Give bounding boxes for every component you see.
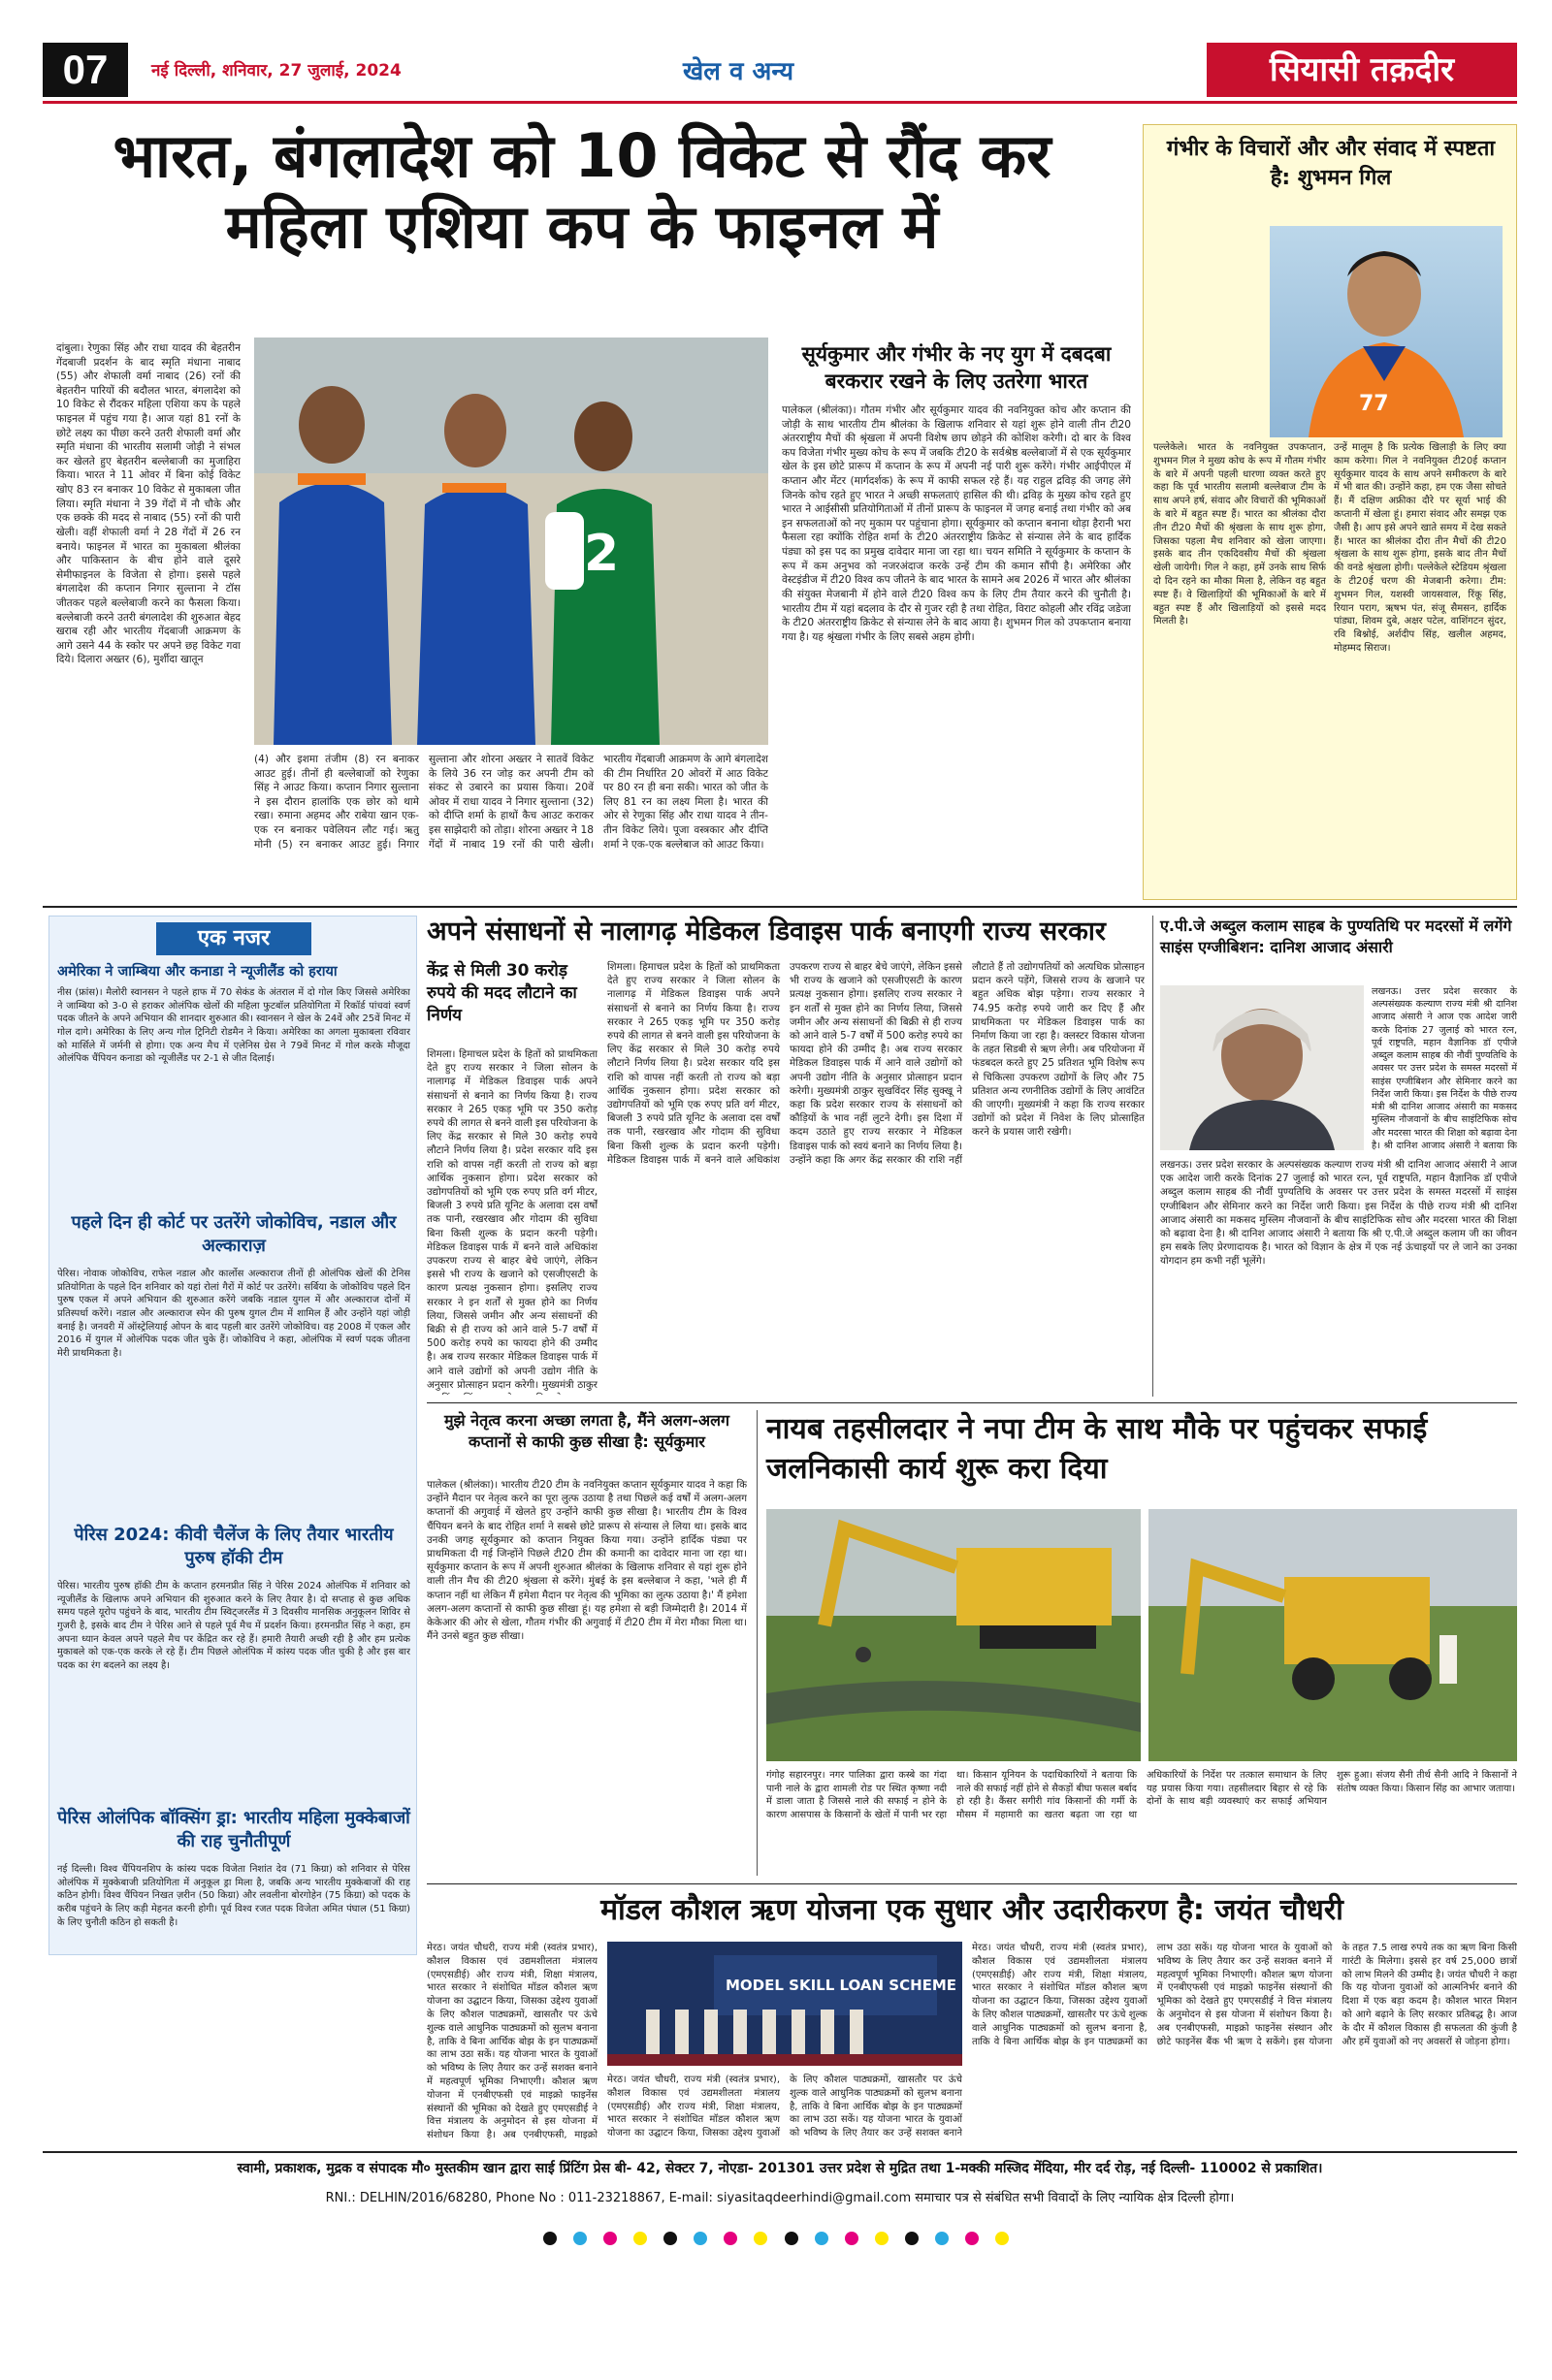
lead-headline: भारत, बंगलादेश को 10 विकेट से रौंद कर महिला एशिया कप के फाइनल में [113, 120, 1051, 263]
brief4-body: नई दिल्ली। विश्व चैंपियनशिप के कांस्य पदक विजेता निशांत देव (71 किग्रा) को शनिवार से पेरिस ओलंपिक में मुक्केबाजी प्रतियोगिता में अनुकूल ड्रा मिला है, जबकि अन्य भारतीय मुक्केबाजों की राह कठिन होगी। विश्व चैंपियन निखत ज़रीन (50 किग्रा) और लवलीना बोरगोहेन (75 किग्रा) को पदक के करीब पहुंचने के लिए कड़ी मेहनत करनी होगी। पूर्व विश्व रजत पदक विजेता अमित पंघाल (51 किग्रा) के लिए चुनौती कठिन हो सकती है। [57, 1864, 410, 1928]
header-rule [43, 101, 1517, 104]
reg-dot-black-4 [905, 2232, 919, 2245]
medical-body-a: शिमला। हिमाचल प्रदेश के हितों को प्राथमिकता देते हुए राज्य सरकार ने जिला सोलन के नालागढ़ में मेडिकल डिवाइस पार्क अपने संसाधनों से बनाने का निर्णय किया है। राज्य सरकार ने 265 एकड़ भूमि पर 350 करोड़ रुपये की लागत से बनने वाली इस परियोजना के लिए केंद्र सरकार से मिले 30 करोड़ रुपये लौटाने निर्णय लिया है। प्रदेश सरकार यदि इस राशि को वापस नहीं करती तो राज्य को बड़ा आर्थिक नुकसान होगा। प्रदेश सरकार को उद्योगपतियों को भूमि एक रुपए प्रति वर्ग मीटर, बिजली 3 रुपये प्रति यूनिट के अलावा दस वर्षों तक पानी, रखरखाव और गोदाम की सुविधा बिना किसी शुल्क के प्रदान करनी पड़ेगी। मेडिकल डिवाइस पार्क में बनने वाले अधिकांश उपकरण राज्य से बाहर बेचे जाएंगे, लेकिन इससे भी राज्य के खजाने को एसजीएसटी के कारण प्रत्यक्ष नुकसान होगा। इसलिए राज्य सरकार ने इन शर्तों से मुक्त होने का निर्णय लिया, जिससे जमीन और अन्य संसाधनों की बिक्री से ही राज्य को आने वाले 5-7 वर्षों में 500 करोड़ रुपये का फायदा होने की उम्मीद है। अब राज्य सरकार मेडिकल डिवाइस पार्क में आने वाले उद्योगों को अपनी उद्योग नीति के अनुसार प्रोत्साहन प्रदान करेगी। मुख्यमंत्री ठाकुर [427, 1048, 598, 1391]
model-body-c: मेरठ। जयंत चौधरी, राज्य मंत्री (स्वतंत्र प्रभार), कौशल विकास एवं उद्यमशीलता मंत्रालय (एमएसडीई) और राज्य मंत्री, शिक्षा मंत्रालय, भारत सरकार ने संशोधित मॉडल कौशल ऋण योजना का उद्घाटन किया, जिसका उद्देश्य युवाओं के लिए कौशल पाठ्यक्रमों, खासतौर पर ऊंचे शुल्क वाले आधुनिक पाठ्यक्रमों को सुलभ बनाना है, ताकि वे बिना आर्थिक बोझ के इन पाठ्यक्रमों का लाभ उठा सकें। यह योजना भारत के युवाओं को भविष्य के लिए तैयार कर उन्हें सशक्त बनाने में महत्वपूर्ण भूमिका निभाएगी। कौशल ऋण योजना में एनबीएफसी एवं माइक्रो फाइनेंस संस्थानों की भूमिका को देखते हुए एमएसडीई ने वित्त मंत्रालय के अनुमोदन से इस योजना में संशोधन किया है। अब एनबीएफसी, माइक्रो फाइनेंस संस्थान और छोटे फाइनेंस बैंक भी ऋण दे सकेंगे। इस योजना के तहत 7.5 लाख रुपये तक का ऋण बिना किसी गारंटी के मिलेगा। इससे हर वर्ष 25,000 छात्रों को लाभ मिलने की उम्मीद है। जयंत चौधरी ने कहा कि यह योजना युवाओं को आत्मनिर्भर बनाने की दिशा में एक बड़ा कदम है। कौशल भारत मिशन को आगे बढ़ाने के लिए सरकार प्रतिबद्ध है। आज के दौर में कौशल विकास ही सफलता की कुंजी है और हमें युवाओं को नए अवसरों से जोड़ना होगा। [972, 1943, 1517, 2047]
vrule-2 [757, 1410, 758, 1876]
jcb-field-illustration [1148, 1509, 1517, 1761]
kalam-body: लखनऊ। उत्तर प्रदेश सरकार के अल्पसंख्यक कल्याण राज्य मंत्री श्री दानिश आजाद अंसारी ने आज एक आदेश जारी करके दिनांक 27 जुलाई को भारत रत्न, पूर्व राष्ट्रपति, महान वैज्ञानिक डॉ एपीजे अब्दुल कलाम साहब की नौवीं पुण्यतिथि के अवसर पर उत्तर प्रदेश के समस्त मदरसों में साइंस एग्जीबिशन और सेमिनार करने का निर्देश जारी किया। इस निर्देश के पीछे राज्य मंत्री श्री दानिश आजाद अंसारी का मकसद मुस्लिम नौजवानों के बीच साइंटिफिक सोच और मदरसा भारत की शिक्षा को बढ़ावा देना है। श्री दानिश आजाद अंसारी ने बताया कि श्री ए.पी.जे अब्दुल कलाम जी का जीवन हम सबके लिए प्रेरणादायक है। भारत को विज्ञान के क्षेत्र में एक नई ऊंचाइयों पर ले जाने का उनका योगदान हम कभी नहीं भूलेंगे। [1160, 1159, 1517, 1268]
svg-text:2: 2 [584, 525, 620, 583]
brief2-title: पहले दिन ही कोर्ट पर उतरेंगे जोकोविच, नडाल और अल्काराज़ [71, 1212, 397, 1257]
ek-nazar-label: एक नजर [156, 922, 311, 955]
surya2-headline: मुझे नेतृत्व करना अच्छा लगता है, मैंने अलग-अलग कप्तानों से काफी कुछ सीखा है: सूर्यकुमार [443, 1411, 730, 1452]
page-number: 07 [43, 43, 128, 97]
medical-subhead: केंद्र से मिली 30 करोड़ रुपये की मदद लौटाने का निर्णय [427, 961, 577, 1025]
reg-dot-black-3 [785, 2232, 798, 2245]
reg-dot-cyan-2 [694, 2232, 707, 2245]
cricket-players-illustration [254, 338, 768, 745]
model-photo [607, 1942, 962, 2066]
kalam-headline: ए.पी.जे अब्दुल कलाम साहब के पुण्यतिथि पर मदरसों में लगेंगे साइंस एग्जीबिशन: दानिश आजाद अंसारी [1160, 917, 1512, 957]
reg-dot-cyan-3 [815, 2232, 828, 2245]
tehsil-body: गंगोह सहारनपुर। नगर पालिका द्वारा कस्बे का गंदा पानी नाले के द्वारा शामली रोड पर स्थित कृष्णा नदी में डाला जाता है जिससे नाले की सफाई न होने के कारण आसपास के किसानों के खेतों में पानी भर रहा था। किसान यूनियन के पदाधिकारियों ने बताया कि नाले की सफाई नहीं होने से सैकड़ों बीघा फसल बर्बाद हो रही है। कैंसर सगीरी गांव किसानों की गर्मी के मौसम में महामारी का खतरा बढ़ता जा रहा था अधिकारियों के निर्देश पर तत्काल समाधान के लिए यह प्रयास किया गया। तहसीलदार बिहार से रहे कि दोनों के साथ बड़ी व्यवस्थाएं कर सफाई अभियान शुरू हुआ। संजय सैनी तीर्थ सैनी आदि ने किसानों ने संतोष व्यक्त किया। किसान सिंह का आभार जताया। [766, 1770, 1517, 1820]
gill-photo [1270, 226, 1503, 437]
brief4-title: पेरिस ओलंपिक बॉक्सिंग ड्रा: भारतीय महिला मुक्केबाजों की राह चुनौतीपूर्ण [57, 1808, 410, 1852]
footer-imprint: स्वामी, प्रकाशक, मुद्रक व संपादक मौ० मुस्तकीम खान द्वारा साई प्रिंटिंग प्रेस बी- 42, सेक्टर 7, नोएडा- 201301 उत्तर प्रदेश से मुद्रित तथा 1-मक्की मस्जिद मेंदिया, मीर दर्द रोड़, नई दिल्ली- 110002 से प्रकाशित। [237, 2161, 1323, 2176]
stage-event-illustration [607, 1942, 962, 2066]
reg-dot-cyan [573, 2232, 587, 2245]
rule-1 [43, 906, 1517, 908]
rule-2 [427, 1402, 1517, 1403]
brief1-title: अमेरिका ने जाम्बिया और कनाडा ने न्यूजीलैंड को हराया [57, 964, 338, 980]
surya2-body: पालेकल (श्रीलंका)। भारतीय टी20 टीम के नवनियुक्त कप्तान सूर्यकुमार यादव ने कहा कि उन्होंने मैदान पर नेतृत्व करने का पूरा लुत्फ उठाया है तथा पिछले कई वर्षों में अलग-अलग कप्तानों की अगुवाई में खेलते हुए उन्होंने काफी कुछ सीखा है। भारतीय टीम के विश्व चैंपियन बनने के बाद रोहित शर्मा ने सबसे छोटे प्रारूप से संन्यास ले लिया था। इसके बाद उनकी जगह सूर्यकुमार को कप्तान नियुक्त किया गया। उन्होंने हार्दिक पंड्या पर प्राथमिकता दी गई जिन्होंने पिछले टी20 टीम की कमानी का दावेदार माना जा रहा था। सूर्यकुमार कप्तान के रूप में अपनी शुरुआत श्रीलंका के खिलाफ शनिवार से यहां शुरू होने वाली तीन मैच की टी20 श्रृंखला से करेंगे। मुंबई के इस बल्लेबाज ने कहा, 'भले ही मैं कप्तान नहीं था लेकिन मैं हमेशा मैदान पर नेतृत्व की भूमिका का लुत्फ उठाया है।' मैं हमेशा अलग-अलग कप्तानों से काफी कुछ सीखा हूं। यह हमेशा से बड़ी जिम्मेदारी है। 2014 में केकेआर की ओर से खेला, गौतम गंभीर की अगुवाई में टी20 टीम में मेरा मौका मिला था। मैंने उनसे बहुत कुछ सीखा। [427, 1479, 747, 1643]
gill-portrait-illustration [1270, 226, 1503, 437]
reg-dot-yellow-3 [875, 2232, 889, 2245]
brief3-title: पेरिस 2024: कीवी चैलेंज के लिए तैयार भारतीय पुरुष हॉकी टीम [74, 1525, 394, 1569]
reg-dot-magenta-4 [965, 2232, 979, 2245]
gill-body-left: पल्लेकेले। भारत के नवनियुक्त उपकप्तान, शुभमन गिल ने मुख्य कोच के रूप में गौतम गंभीर के बारे में अपनी पहली धारणा व्यक्त करते हुए कहा कि पूर्व भारतीय सलामी बल्लेबाज टीम के साथ अपने हर्ष, संवाद और विचारों की भूमिकाओं के बारे में बहुत स्पष्ट हैं। भारत का श्रीलंका दौरा तीन टी20 मैचों की श्रृंखला के साथ शुरू होगा, जिसका पहला मैच शनिवार को खेला जाएगा। इसके बाद तीन एकदिवसीय मैचों की श्रृंखला खेली जायेगी। गिल ने कहा, हमें उनके साथ सिर्फ दो दिन रहने का मौका मिला है, लेकिन वह बहुत स्पष्ट हैं। वे खिलाड़ियों की भूमिकाओं के बारे में बहुत स्पष्ट हैं और खिलाड़ियों को इससे मदद मिलती है। [1153, 442, 1326, 627]
footer-rule [43, 2151, 1517, 2153]
reg-dot-magenta [603, 2232, 617, 2245]
stage-banner-text: MODEL SKILL LOAN SCHEME [726, 1977, 957, 1994]
model-body-b: मेरठ। जयंत चौधरी, राज्य मंत्री (स्वतंत्र प्रभार), कौशल विकास एवं उद्यमशीलता मंत्रालय (एमएसडीई) और राज्य मंत्री, शिक्षा मंत्रालय, भारत सरकार ने संशोधित मॉडल कौशल ऋण योजना का उद्घाटन किया, जिसका उद्देश्य युवाओं के लिए कौशल पाठ्यक्रमों, खासतौर पर ऊंचे शुल्क वाले आधुनिक पाठ्यक्रमों को सुलभ बनाना है, ताकि वे बिना आर्थिक बोझ के इन पाठ्यक्रमों का लाभ उठा सकें। यह योजना भारत के युवाओं को भविष्य के लिए तैयार कर उन्हें सशक्त बनाने [607, 2074, 962, 2139]
header [43, 43, 1517, 107]
rule-3 [427, 1883, 1517, 1884]
gill-headline: गंभीर के विचारों और और संवाद में स्पष्टता है: शुभमन गिल [1166, 137, 1496, 190]
surya-body: पालेकल (श्रीलंका)। गौतम गंभीर और सूर्यकुमार यादव की नवनियुक्त कोच और कप्तान की जोड़ी के साथ भारतीय टीम श्रीलंका के खिलाफ शनिवार से यहां शुरू होने वाली तीन टी20 अंतरराष्ट्रीय मैचों की श्रृंखला में अपनी विशेष छाप छोड़ने की कोशिश करेगी। दो बार के विश्व कप विजेता गंभीर मुख्य कोच के रूप में जबकि टी20 के सर्वश्रेष्ठ बल्लेबाजों में से एक सूर्यकुमार खेल के इस छोटे प्रारूप में कप्तान के रूप में अपनी नई पारी शुरू करेंगे। गंभीर आईपीएल में कप्तान और मेंटर (मार्गदर्शक) के रूप में काफी सफल रहे हैं। यह राहुल द्रविड़ की जगह लेंगे जिनके कोच रहते हुए भारत ने अच्छी सफलताएं हासिल की थी। द्रविड़ के मुख्य कोच रहते हुए भारत ने आईसीसी प्रतियोगिताओं में तीनों प्रारूप के फाइनल में जगह बनाई तथा गंभीर को अब इन सफलताओं को नए मुकाम पर पहुंचाना होगा। सूर्यकुमार को कप्तान बनाना थोड़ा हैरानी भरा फैसला रहा क्योंकि रोहित शर्मा के टी20 अंतरराष्ट्रीय क्रिकेट से संन्यास लेने के बाद हार्दिक पंड्या को इस पद का प्रमुख दावेदार माना जा रहा था। चयन समिति ने सूर्यकुमार के कप्तान के रूप में कम अनुभव को नजरअंदाज करके उन्हें टीम की कमान सौंपी है। अमेरिका और वेस्टइंडीज में टी20 विश्व कप जीतने के बाद भारत के सामने अब 2026 में भारत और श्रीलंका की संयुक्त मेजबानी में होने वाले टी20 विश्व कप के लिए टीम तैयार करने की चुनौती है। भारतीय टीम में यहां बदलाव के दौर से गुजर रही है तथा रोहित, विराट कोहली और रविंद्र जडेजा के टी20 अंतरराष्ट्रीय क्रिकेट से संन्यास लेने के बाद आया है। शुभमन गिल को उपकप्तान बनाया गया है। यह श्रृंखला गंभीर के लिए सबसे अहम होगी। [782, 404, 1131, 643]
gill-body-right: उन्हें मालूम है कि प्रत्येक खिलाड़ी के लिए क्या काम करेगा। गिल ने नवनियुक्त टी20ई कप्तान सूर्यकुमार यादव के साथ अपने समीकरण के बारे में भी बात की। उन्होंने कहा, हम एक जैसा सोचते हैं। मैं दक्षिण अफ्रीका दौरे पर सूर्या भाई की कप्तानी में खेला हूं। हमारा संवाद और समझ एक जैसी है। आप इसे अपने खाते समय में देख सकते हैं। भारत का श्रीलंका दौरा तीन मैचों की टी20 श्रृंखला के साथ शुरू होगा, इसके बाद तीन मैचों की वनडे श्रृंखला होगी। पल्लेकेले स्टेडियम श्रृंखला के टी20ई चरण की मेजबानी करेगा। टीम: शुभमन गिल, यशस्वी जायसवाल, रिंकू सिंह, रियान पराग, ऋषभ पंत, संजू सैमसन, हार्दिक पांड्या, शिवम दुबे, अक्षर पटेल, वाशिंगटन सुंदर, रवि बिश्नोई, अर्शदीप सिंह, खलील अहमद, मोहम्मद सिराज। [1334, 442, 1506, 654]
medical-body-b: शिमला। हिमाचल प्रदेश के हितों को प्राथमिकता देते हुए राज्य सरकार ने जिला सोलन के नालागढ़ में मेडिकल डिवाइस पार्क अपने संसाधनों से बनाने का निर्णय किया है। राज्य सरकार ने 265 एकड़ भूमि पर 350 करोड़ रुपये की लागत से बनने वाली इस परियोजना के लिए केंद्र सरकार से मिले 30 करोड़ रुपये लौटाने निर्णय लिया है। प्रदेश सरकार यदि इस राशि को वापस नहीं करती तो राज्य को बड़ा आर्थिक नुकसान होगा। प्रदेश सरकार को उद्योगपतियों को भूमि एक रुपए प्रति वर्ग मीटर, बिजली 3 रुपये प्रति यूनिट के अलावा दस वर्षों तक पानी, रखरखाव और गोदाम की सुविधा बिना किसी शुल्क के प्रदान करनी पड़ेगी। मेडिकल डिवाइस पार्क में बनने वाले अधिकांश उपकरण राज्य से बाहर बेचे जाएंगे, लेकिन इससे भी राज्य के खजाने को एसजीएसटी के कारण प्रत्यक्ष नुकसान होगा। इसलिए राज्य सरकार ने इन शर्तों से मुक्त होने का निर्णय लिया, जिससे जमीन और अन्य संसाधनों की बिक्री से ही राज्य को आने वाले 5-7 वर्षों में 500 करोड़ रुपये का फायदा होने की उम्मीद है। अब राज्य सरकार मेडिकल डिवाइस पार्क में आने वाले उद्योगों को अपनी उद्योग नीति के अनुसार प्रोत्साहन प्रदान करेगी। मुख्यमंत्री ठाकुर सुखविंदर सिंह सुक्खू ने कहा कि प्रदेश सरकार राज्य के संसाधनों को कौड़ियों के भाव नहीं लुटने देगी। इस दिशा में कदम उठाते हुए राज्य सरकार ने मेडिकल डिवाइस पार्क को स्वयं बनाने का निर्णय लिया है। उन्होंने कहा कि अगर केंद्र सरकार की राशि नहीं लौटाते हैं तो उद्योगपतियों को अत्यधिक प्रोत्साहन प्रदान करने पड़ेंगे, जिससे राज्य के खजाने पर बहुत अधिक बोझ पड़ेगा। राज्य सरकार ने 74.95 करोड़ रुपये जारी कर दिए हैं और प्राथमिकता पर मेडिकल डिवाइस पार्क का निर्माण किया जा रहा है। क्लस्टर विकास योजना के तहत सिडबी से ऋण लेगी। अब परियोजना में फंडबदल करते हुए 25 प्रतिशत भूमि विशेष रूप से चिकित्सा उपकरण उद्योगों के लिए और 75 प्रतिशत अन्य रणनीतिक उद्योगों के लिए आवंटित की जाएगी। मुख्यमंत्री ने कहा कि राज्य सरकार उद्योगों को प्रदेश में निवेश के लिए प्रोत्साहित करने के प्रयास जारी रखेगी। [607, 961, 1145, 1166]
reg-dot-black [543, 2232, 557, 2245]
reg-dot-cyan-4 [935, 2232, 949, 2245]
model-body-a: मेरठ। जयंत चौधरी, राज्य मंत्री (स्वतंत्र प्रभार), कौशल विकास एवं उद्यमशीलता मंत्रालय (एमएसडीई) और राज्य मंत्री, शिक्षा मंत्रालय, भारत सरकार ने संशोधित मॉडल कौशल ऋण योजना का उद्घाटन किया, जिसका उद्देश्य युवाओं के लिए कौशल पाठ्यक्रमों, खासतौर पर ऊंचे शुल्क वाले आधुनिक पाठ्यक्रमों को सुलभ बनाना है, ताकि वे बिना आर्थिक बोझ के इन पाठ्यक्रमों का लाभ उठा सकें। यह योजना भारत के युवाओं को भविष्य के लिए तैयार कर उन्हें सशक्त बनाने में महत्वपूर्ण भूमिका निभाएगी। कौशल ऋण योजना में एनबीएफसी एवं माइक्रो फाइनेंस संस्थानों की भूमिका को देखते हुए एमएसडीई ने वित्त मंत्रालय के अनुमोदन से इस योजना में संशोधन किया है। अब एनबीएफसी, माइक्रो [427, 1943, 598, 2141]
reg-dot-magenta-3 [845, 2232, 858, 2245]
lead-body-col1: दांबुला। रेणुका सिंह और राधा यादव की बेहतरीन गेंदबाजी प्रदर्शन के बाद स्मृति मंधाना नाबाद (55) और शेफाली वर्मा नाबाद (26) रनों की बेहतरीन पारियों की बदौलत भारत, बंगलादेश को 10 विकेट से रौंदकर महिला एशिया कप के पहले फाइनल में पहुंच गया है। आज यहां 81 रनों के छोटे लक्ष्य का पीछा करने उतरी शेफाली वर्मा और स्मृति मंधाना की भारतीय सलामी जोड़ी ने संभल कर खेलते हुए बेहतरीन बल्लेबाजी का मुजाहिरा किया। भारत ने 11 ओवर में बिना कोई विकेट खोए 83 रन बनाकर 10 विकेट से मुकाबला जीत लिया। स्मृति मंधाना ने 39 गेंदों में नौ चौके और एक छक्के की मदद से नाबाद (55) रनों की पारी खेली। वहीं शेफाली वर्मा ने 28 गेंदों में 26 रन बनाये। फाइनल में भारत का मुकाबला श्रीलंका और पाकिस्तान के बीच होने वाले दूसरे सेमीफाइनल के विजेता से होगा। इससे पहले बंगलादेश की कप्तान निगार सुल्ताना ने टॉस जीतकर पहले बल्लेबाजी करने का फैसला किया। बल्लेबाजी करने उतरी बंगलादेश की शुरुआत बेहद खराब रही और भारतीय गेंदबाजी आक्रमण के आगे उसने 44 के स्कोर पर अपने छह विकेट गवा दिये। दिलारा अख्तर (6), मुर्शीदा खातून [56, 342, 241, 666]
drain-cleaning-illustration [766, 1509, 1141, 1761]
medical-headline: अपने संसाधनों से नालागढ़ मेडिकल डिवाइस पार्क बनाएगी राज्य सरकार [427, 917, 1106, 947]
tehsil-photo-1 [766, 1509, 1141, 1761]
reg-dot-yellow-4 [995, 2232, 1009, 2245]
surya-headline: सूर्यकुमार और गंभीर के नए युग में दबदबा बरकरार रखने के लिए उतरेगा भारत [801, 342, 1112, 393]
vrule-1 [1152, 916, 1153, 1397]
reg-dot-magenta-2 [724, 2232, 737, 2245]
kalam-photo [1160, 985, 1364, 1150]
kalam-portrait-illustration [1160, 985, 1364, 1150]
print-registration-marks [194, 2231, 1358, 2250]
masthead: सियासी तक़दीर [1207, 43, 1517, 97]
reg-dot-black-2 [663, 2232, 677, 2245]
kalam-body-side: लखनऊ। उत्तर प्रदेश सरकार के अल्पसंख्यक कल्याण राज्य मंत्री श्री दानिश आजाद अंसारी ने आज एक आदेश जारी करके दिनांक 27 जुलाई को भारत रत्न, पूर्व राष्ट्रपति, महान वैज्ञानिक डॉ एपीजे अब्दुल कलाम साहब की नौवीं पुण्यतिथि के अवसर पर उत्तर प्रदेश के समस्त मदरसों में साइंस एग्जीबिशन और सेमिनार करने का निर्देश जारी किया। इस निर्देश के पीछे राज्य मंत्री श्री दानिश आजाद अंसारी का मकसद मुस्लिम नौजवानों के बीच साइंटिफिक सोच और मदरसा भारत की शिक्षा को बढ़ावा देना है। श्री दानिश आजाद अंसारी ने बताया कि [1372, 986, 1517, 1150]
reg-dot-yellow [633, 2232, 647, 2245]
reg-dot-yellow-2 [754, 2232, 767, 2245]
lead-photo [254, 338, 768, 745]
lead-body-cols: (4) और इशमा तंजीम (8) रन बनाकर आउट हुई। तीनों ही बल्लेबाजों को रेणुका सिंह ने आउट किया। कप्तान निगार सुल्ताना ने इस दौरान हालांकि एक छोर को थामे रखा। रुमाना अहमद और राबेया खान एक-एक रन बनाकर पवेलियन लौट गई। ऋतु मोनी (5) रन बनाकर आउट हुई। निगार सुल्ताना और शोरना अख्तर ने सातवें विकेट के लिये 36 रन जोड़ कर अपनी टीम को संकट से उबारने का प्रयास किया। 20वें ओवर में राधा यादव ने निगार सुल्ताना (32) को दीप्ति शर्मा के हाथों कैच आउट कराकर इस साझेदारी को तोड़ा। शोरना अख्तर ने 18 गेंदों में नाबाद 19 रनों की पारी खेली। भारतीय गेंदबाजी आक्रमण के आगे बंगलादेश की टीम निर्धारित 20 ओवरों में आठ विकेट पर 80 रन ही बना सकी। भारत को जीत के लिए 81 रन का लक्ष्य मिला है। भारत की ओर से रेणुका सिंह और राधा यादव ने तीन-तीन विकेट लिये। पूजा वस्त्रकार और दीप्ति शर्मा ने एक-एक बल्लेबाज को आउट किया। [254, 754, 768, 851]
tehsil-headline: नायब तहसीलदार ने नपा टीम के साथ मौके पर पहुंचकर सफाई जलनिकासी कार्य शुरू करा दिया [766, 1412, 1428, 1486]
gill-box [1143, 124, 1517, 900]
model-headline: मॉडल कौशल ऋण योजना एक सुधार और उदारीकरण है: जयंत चौधरी [600, 1893, 1343, 1927]
brief2-body: पेरिस। नोवाक जोकोविच, राफेल नडाल और कार्लोस अल्काराज तीनों ही ओलंपिक खेलों की टेनिस प्रतियोगिता के पहले दिन शनिवार को यहां रोलां गैरों में कोर्ट पर उतरेंगे। सर्बिया के जोकोविच पहले दिन पुरुष एकल में अपने अभियान की शुरुआत करेंगे जबकि नडाल युगल में और अल्काराज दोनों में प्रतिस्पर्धा करेंगे। नडाल और अल्काराज स्पेन की पुरुष युगल टीम में शामिल हैं और उन्होंने यहां जोड़ी बनाई है। जनवरी में ऑस्ट्रेलियाई ओपन के बाद पहली बार उतरेंगे जोकोविच। वह 2008 में एकल और 2016 में युगल में ओलंपिक पदक जीत चुके हैं। जोकोविच ने कहा, ओलंपिक में स्वर्ण पदक जीतना मेरी प्राथमिकता है। [57, 1269, 410, 1359]
dateline: नई दिल्ली, शनिवार, 27 जुलाई, 2024 [151, 61, 402, 80]
svg-text:77: 77 [1359, 392, 1389, 416]
brief1-body: नीस (फ्रांस)। मैलोरी स्वानसन ने पहले हाफ में 70 सेकंड के अंतराल में दो गोल किए जिससे अमेरिका ने जाम्बिया को 3-0 से हराकर ओलंपिक खेलों की महिला फुटबॉल प्रतियोगिता में रिकॉर्ड पांचवां स्वर्ण पदक जीतने के अपने अभियान की शानदार शुरुआत की। स्वानसन ने खेल के 24वें और 25वें मिनट में गोल दागे। अमेरिका के लिए अन्य गोल ट्रिनिटी रोडमैन ने किया। अमेरिका का अगला मुकाबला रविवार को मार्सिले में जर्मनी से होगा। एक अन्य मैच में एलेनिस ग्रेस ने 79वें मिनट में गोल करके मौजूदा ओलंपिक चैंपियन कनाडा को न्यूजीलैंड पर 2-1 से जीत दिलाई। [57, 987, 410, 1065]
brief3-body: पेरिस। भारतीय पुरुष हॉकी टीम के कप्तान हरमनप्रीत सिंह ने पेरिस 2024 ओलंपिक में शनिवार को न्यूजीलैंड के खिलाफ अपने अभियान की शुरुआत करने के लिए तैयार है। दो सप्ताह से कुछ अधिक समय पहले यूरोप पहुंचने के बाद, भारतीय टीम स्विट्जरलैंड में 3 दिवसीय मानसिक अनुकूलन शिविर से गुजरी है, इसके बाद टीम ने पेरिस आने से पहले पूर्व मैच में प्रदर्शन किया। हरमनप्रीत सिंह ने कहा, हम अपना ध्यान केवल अपने पहले मैच पर केंद्रित कर रहे हैं। हमारी तैयारी अच्छी रही है और हम प्रत्येक मुकाबले को एक-एक करके ले रहे हैं। टीम पिछले ओलंपिक में कांस्य पदक जीत चुकी है और इस बार पदक का रंग बदलने का लक्ष्य है। [57, 1581, 410, 1671]
footer-rni: RNI.: DELHIN/2016/68280, Phone No : 011-23218867, E-mail: siyasitaqdeerhindi@gmail.com समाचार पत्र से संबंधित सभी विवादों के लिए न्यायिक क्षेत्र दिल्ली होगा। [325, 2191, 1235, 2205]
ek-nazar-column [48, 916, 417, 1955]
section-label: खेल व अन्य [683, 57, 794, 86]
tehsil-photo-2 [1148, 1509, 1517, 1761]
